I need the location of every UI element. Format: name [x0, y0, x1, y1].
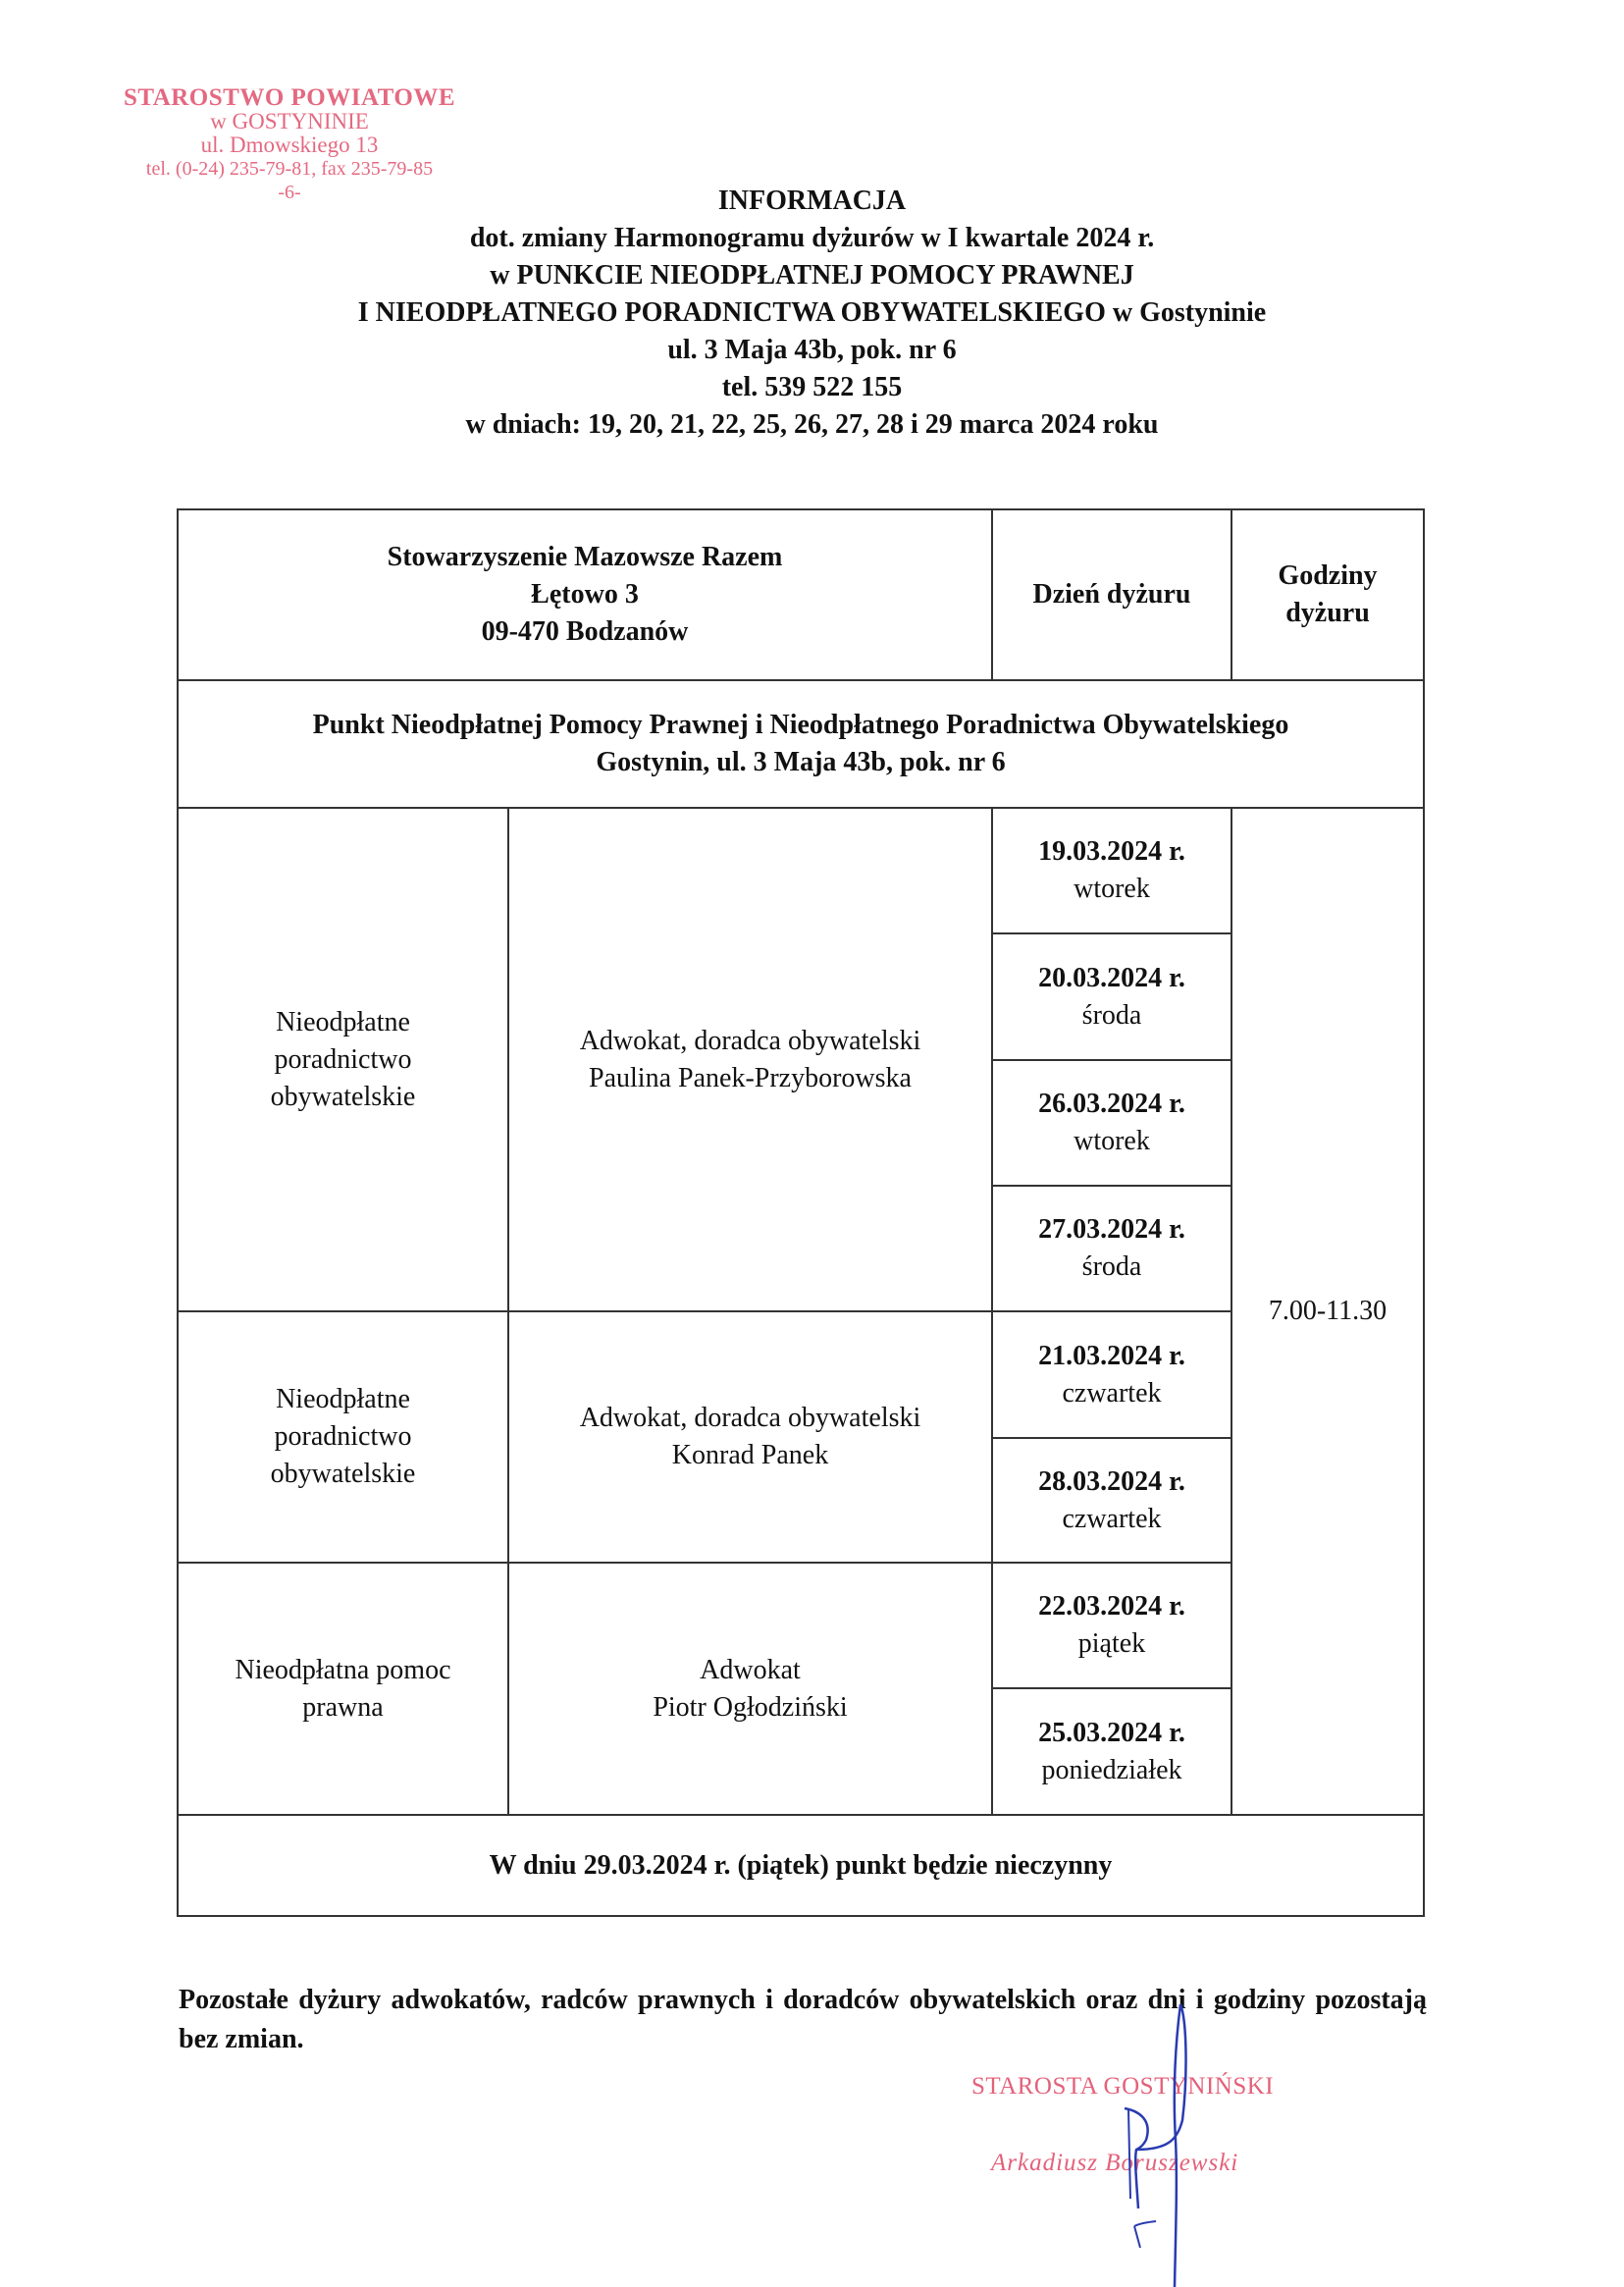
heading-line: I NIEODPŁATNEGO PORADNICTWA OBYWATELSKIEGO w Gostyninie	[357, 297, 1267, 328]
service-type-line: poradnictwo	[274, 1421, 412, 1452]
person-name: Konrad Panek	[671, 1440, 829, 1470]
org-city: 09-470 Bodzanów	[481, 616, 689, 647]
date: 19.03.2024 r.	[1038, 836, 1185, 867]
hours-value: 7.00-11.30	[1268, 1296, 1388, 1326]
date-cell	[991, 1310, 1232, 1439]
weekday: środa	[1081, 999, 1142, 1031]
date-cell	[991, 1687, 1232, 1816]
hours-header-cell	[1231, 508, 1425, 681]
stamp-line: STAROSTWO POWIATOWE	[123, 84, 456, 111]
person-cell	[507, 1562, 993, 1816]
person-role: Adwokat, doradca obywatelski	[579, 1403, 921, 1433]
person-name: Paulina Panek-Przyborowska	[589, 1062, 912, 1093]
schedule-table	[177, 508, 1425, 1917]
org-header-cell	[177, 508, 993, 681]
weekday: środa	[1081, 1251, 1142, 1282]
weekday: czwartek	[1062, 1503, 1162, 1534]
weekday: poniedziałek	[1041, 1754, 1182, 1785]
service-type-line: obywatelskie	[270, 1081, 416, 1112]
service-type-line: Nieodpłatna pomoc	[235, 1654, 451, 1685]
heading-line: dot. zmiany Harmonogramu dyżurów w I kwartale 2024 r.	[469, 223, 1155, 253]
signature-title: STAROSTA GOSTYNIŃSKI	[971, 2073, 1275, 2100]
date: 28.03.2024 r.	[1038, 1465, 1185, 1497]
date: 25.03.2024 r.	[1038, 1717, 1185, 1748]
stamp-line: -6-	[278, 182, 301, 203]
column-header-day: Dzień dyżuru	[1032, 579, 1191, 610]
hours-cell	[1231, 807, 1425, 1816]
person-role: Adwokat, doradca obywatelski	[579, 1025, 921, 1056]
stamp-line: ul. Dmowskiego 13	[200, 133, 379, 157]
weekday: wtorek	[1074, 1126, 1150, 1156]
closed-note-row	[177, 1814, 1425, 1917]
weekday: piątek	[1077, 1628, 1146, 1659]
stamp-line: tel. (0-24) 235-79-81, fax 235-79-85	[145, 158, 434, 180]
document-heading	[196, 183, 1428, 444]
service-type-cell	[177, 807, 509, 1312]
column-header-hours: dyżuru	[1285, 598, 1370, 628]
stamp-line: w GOSTYNINIE	[210, 109, 369, 133]
unchanged-note: Pozostałe dyżury adwokatów, radców prawnych i doradców obywatelskich oraz dni i godziny pozostają bez zmian.	[179, 1985, 1427, 2054]
heading-line: w PUNKCIE NIEODPŁATNEJ POMOCY PRAWNEJ	[490, 260, 1134, 291]
heading-line: ul. 3 Maja 43b, pok. nr 6	[667, 335, 957, 365]
date-cell	[991, 807, 1232, 934]
service-type-line: Nieodpłatne	[276, 1006, 410, 1037]
org-street: Łętowo 3	[531, 579, 639, 610]
heading-line: w dniach: 19, 20, 21, 22, 25, 26, 27, 28 i 29 marca 2024 roku	[465, 409, 1159, 440]
date-cell	[991, 932, 1232, 1061]
weekday: czwartek	[1062, 1377, 1162, 1409]
date-cell	[991, 1562, 1232, 1689]
weekday: wtorek	[1074, 874, 1150, 904]
date: 26.03.2024 r.	[1038, 1089, 1185, 1119]
date: 20.03.2024 r.	[1038, 962, 1185, 993]
day-header-cell	[991, 508, 1232, 681]
org-name: Stowarzyszenie Mazowsze Razem	[387, 542, 783, 572]
punkt-name: Punkt Nieodpłatnej Pomocy Prawnej i Nieodpłatnego Poradnictwa Obywatelskiego	[312, 710, 1289, 740]
service-type-cell	[177, 1310, 509, 1564]
handwritten-signature	[1060, 2002, 1256, 2287]
punkt-address: Gostynin, ul. 3 Maja 43b, pok. nr 6	[596, 747, 1006, 777]
person-cell	[507, 807, 993, 1312]
date-cell	[991, 1437, 1232, 1564]
signature-name: Arkadiusz Boruszewski	[991, 2150, 1239, 2176]
person-role: Adwokat	[700, 1654, 801, 1685]
date-cell	[991, 1059, 1232, 1187]
date: 21.03.2024 r.	[1038, 1340, 1185, 1371]
closed-note: W dniu 29.03.2024 r. (piątek) punkt będzie nieczynny	[489, 1849, 1113, 1881]
service-type-line: poradnictwo	[274, 1043, 412, 1075]
person-cell	[507, 1310, 993, 1564]
heading-line: tel. 539 522 155	[721, 372, 903, 402]
service-type-line: prawna	[302, 1691, 384, 1723]
person-name: Piotr Ogłodziński	[653, 1691, 848, 1723]
punkt-row	[177, 679, 1425, 809]
service-type-line: Nieodpłatne	[276, 1384, 410, 1414]
date: 27.03.2024 r.	[1038, 1214, 1185, 1245]
date-cell	[991, 1185, 1232, 1312]
service-type-line: obywatelskie	[270, 1459, 416, 1489]
service-type-cell	[177, 1562, 509, 1816]
heading-title: INFORMACJA	[717, 186, 907, 216]
date: 22.03.2024 r.	[1038, 1591, 1185, 1622]
column-header-hours: Godziny	[1278, 560, 1378, 591]
